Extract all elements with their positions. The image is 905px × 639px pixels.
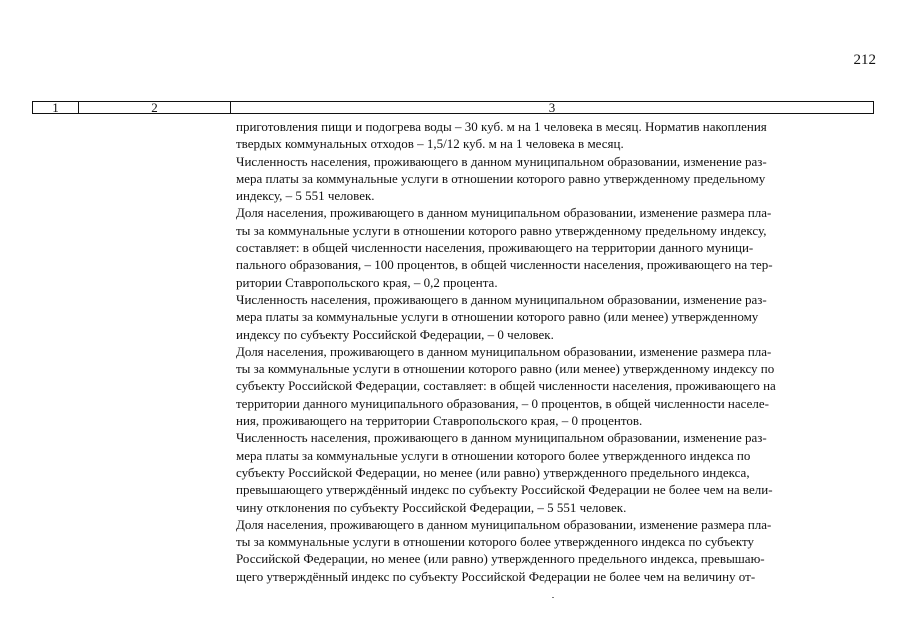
paragraph-line: ты за коммунальные услуги в отношении которого равно (или менее) утвержденному индексу по — [236, 361, 775, 377]
paragraph-line: Доля населения, проживающего в данном муниципальном образовании, изменение размера пла- — [236, 516, 772, 532]
paragraph — [236, 118, 868, 153]
paragraph — [236, 516, 868, 585]
paragraph-line: чину отклонения по субъекту Российской Федерации, – 5 551 человек. — [236, 499, 627, 515]
table-header-row — [32, 101, 874, 114]
paragraph-line: Численность населения, проживающего в данном муниципальном образовании, изменение раз- — [236, 291, 767, 307]
paragraph-line: приготовления пищи и подогрева воды – 30 куб. м на 1 человека в месяц. Норматив накопления — [236, 119, 767, 134]
paragraph-line: превышающего утверждённый индекс по субъекту Российской Федерации не более чем на вели- — [236, 482, 773, 498]
paragraph-line: ты за коммунальные услуги в отношении которого более утвержденного индекса по субъекту — [236, 534, 755, 550]
document-body — [236, 118, 868, 585]
paragraph-line: твердых коммунальных отходов – 1,5/12 куб. м на 1 человека в месяц. — [236, 136, 624, 152]
paragraph-line: субъекту Российской Федерации, составляет: в общей численности населения, проживающего на — [236, 378, 776, 394]
table-header-col-3: 3 — [548, 100, 556, 115]
page-number: 212 — [853, 52, 876, 68]
paragraph-line: мера платы за коммунальные услуги в отношении которого равно (или менее) утвержденному — [236, 309, 759, 325]
paragraph — [236, 291, 868, 343]
paragraph-line: Численность населения, проживающего в данном муниципальном образовании, изменение раз- — [236, 430, 767, 446]
table-header-col-1: 1 — [33, 102, 79, 113]
paragraph-line: Доля населения, проживающего в данном муниципальном образовании, изменение размера пла- — [236, 205, 772, 221]
scan-speck — [552, 597, 554, 598]
paragraph — [236, 429, 868, 515]
paragraph-line: мера платы за коммунальные услуги в отношении которого более утвержденного индекса по — [236, 447, 751, 463]
paragraph-line: мера платы за коммунальные услуги в отношении которого равно утвержденному предельному — [236, 170, 766, 186]
table-header-col-2: 2 — [79, 102, 231, 113]
paragraph-line: индексу по субъекту Российской Федерации, – 0 человек. — [236, 326, 554, 342]
paragraph-line: территории данного муниципального образования, – 0 процентов, в общей численности населе- — [236, 395, 769, 411]
paragraph-line: Доля населения, проживающего в данном муниципальном образовании, изменение размера пла- — [236, 343, 772, 359]
paragraph — [236, 343, 868, 429]
paragraph-line: Российской Федерации, но менее (или равно) утвержденного предельного индекса, превышаю- — [236, 551, 765, 567]
paragraph-line: субъекту Российской Федерации, но менее (или равно) утвержденного предельного индекса, — [236, 464, 750, 480]
paragraph-line: индексу, – 5 551 человек. — [236, 188, 375, 204]
paragraph-line: ния, проживающего на территории Ставропольского края, – 0 процентов. — [236, 413, 643, 429]
paragraph-line: составляет: в общей численности населения, проживающего на территории данного муници- — [236, 240, 754, 256]
paragraph-line: ритории Ставропольского края, – 0,2 процента. — [236, 274, 498, 290]
paragraph-line: пального образования, – 100 процентов, в общей численности населения, проживающего на тер- — [236, 257, 773, 273]
paragraph-line: Численность населения, проживающего в данном муниципальном образовании, изменение раз- — [236, 153, 767, 169]
paragraph — [236, 204, 868, 290]
paragraph-line: щего утверждённый индекс по субъекту Российской Федерации не более чем на величину от- — [236, 568, 756, 584]
paragraph — [236, 153, 868, 205]
paragraph-line: ты за коммунальные услуги в отношении которого равно утвержденному предельному индексу, — [236, 222, 767, 238]
